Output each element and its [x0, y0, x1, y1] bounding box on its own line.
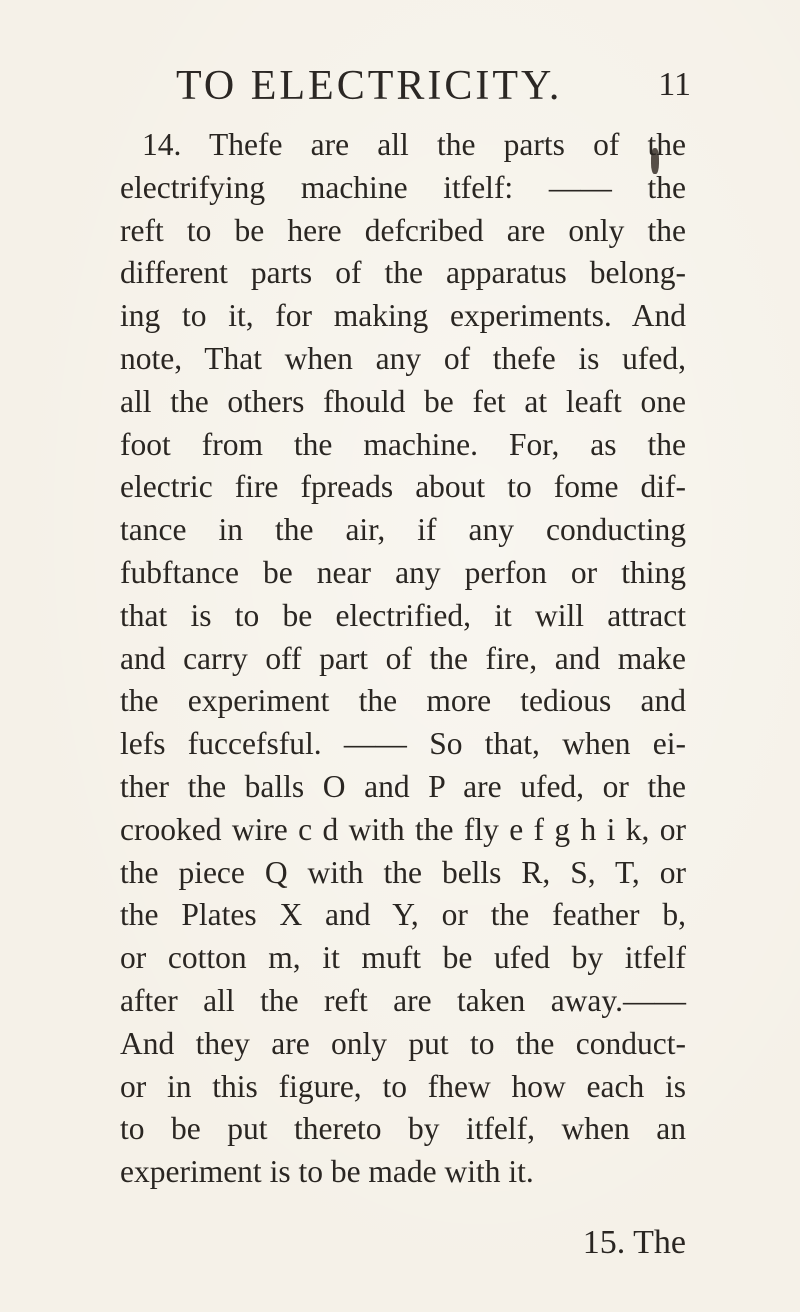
text-line: the piece Q with the bells R, S, T, or [120, 854, 686, 890]
chapter-title: TO ELECTRICITY. [176, 63, 563, 109]
text-line: And they are only put to the conduct- [120, 1025, 686, 1061]
text-line: that is to be electrified, it will attract [120, 597, 686, 633]
text-line: electric fire fpreads about to fome dif- [120, 469, 686, 505]
text-line: the Plates X and Y, or the feather b, [120, 897, 686, 933]
text-line: fubftance be near any perfon or thing [120, 554, 686, 590]
text-line: the experiment the more tedious and [120, 683, 686, 719]
paragraph-14 [120, 124, 686, 1194]
text-line: ther the balls O and P are ufed, or the [120, 768, 686, 804]
text-line: lefs fuccefsful. —— So that, when ei- [120, 726, 686, 762]
catchword: 15. The [582, 1224, 686, 1261]
text-line: to be put thereto by itfelf, when an [120, 1111, 686, 1147]
text-line: ing to it, for making experiments. And [120, 298, 686, 334]
text-line: reft to be here defcribed are only the [120, 212, 686, 248]
text-line: foot from the machine. For, as the [120, 426, 686, 462]
text-line: or cotton m, it muft be ufed by itfelf [120, 940, 686, 976]
text-line: all the others fhould be fet at leaft one [120, 383, 686, 419]
text-line: different parts of the apparatus belong- [120, 255, 686, 291]
text-line: crooked wire c d with the fly e f g h i k, or [120, 811, 686, 847]
text-line: or in this figure, to fhew how each is [120, 1068, 686, 1104]
page-number: 11 [658, 66, 691, 103]
text-line: note, That when any of thefe is ufed, [120, 340, 686, 376]
text-line: tance in the air, if any conducting [120, 512, 686, 548]
text-line: electrifying machine itfelf: —— the [120, 169, 686, 205]
text-line: experiment is to be made with it. [120, 1154, 534, 1190]
text-line: and carry off part of the fire, and make [120, 640, 686, 676]
text-line: 14. Thefe are all the parts of the [142, 127, 686, 162]
text-line: after all the reft are taken away.—— [120, 982, 686, 1018]
running-head [176, 62, 691, 112]
